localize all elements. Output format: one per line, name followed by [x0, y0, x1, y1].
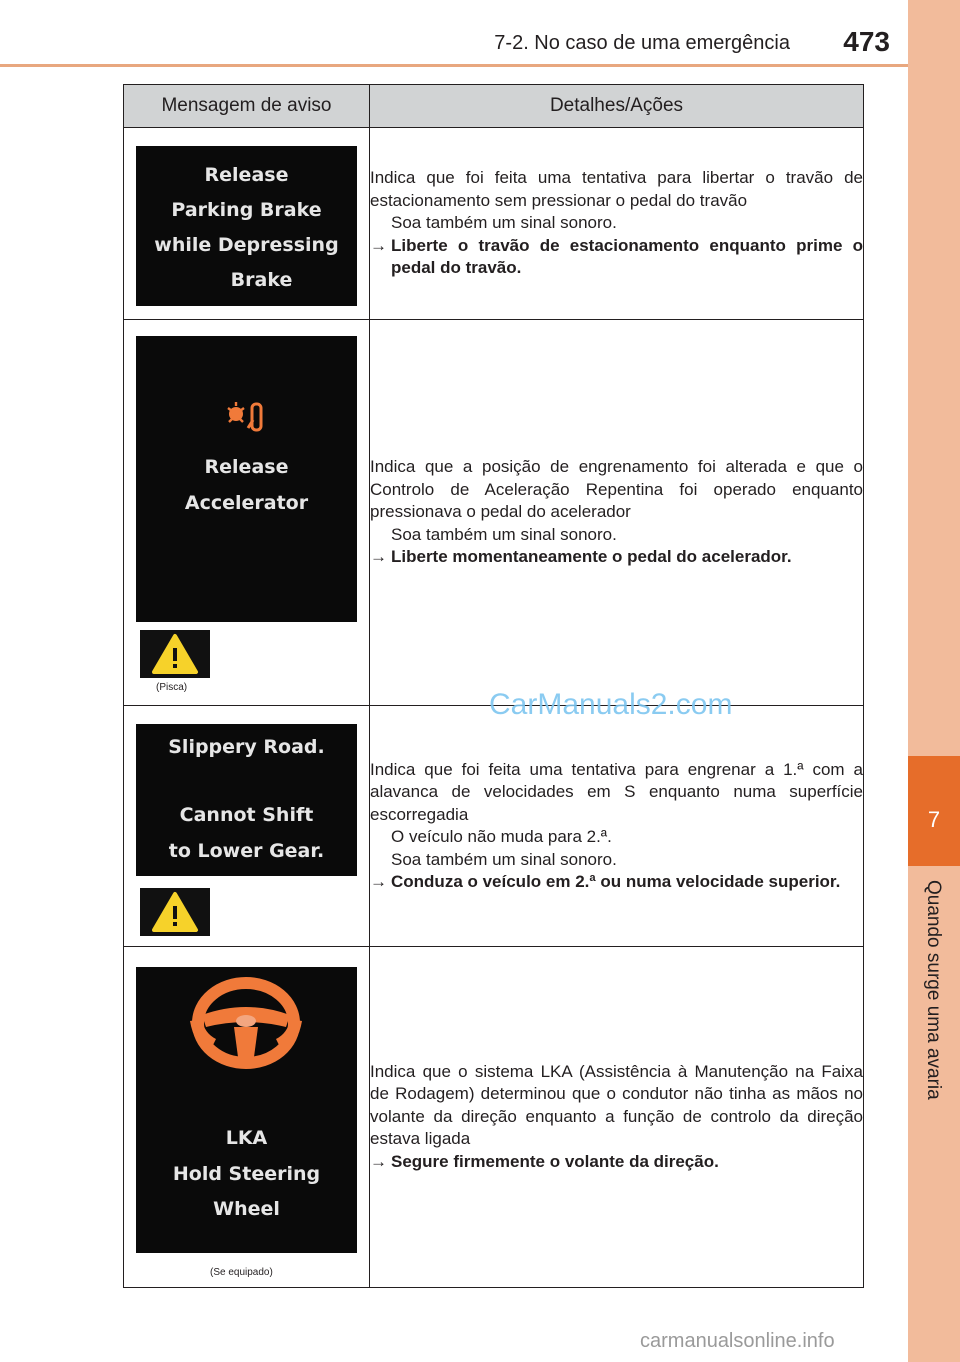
- col-header-details: Detalhes/Ações: [370, 85, 864, 128]
- display-screen-lka: [136, 967, 357, 1253]
- action-text: Segure firmemente o volante da direção.: [391, 1151, 719, 1171]
- action-line: [370, 871, 863, 894]
- section-title: 7-2. No caso de uma emergência: [494, 32, 790, 54]
- table-row: [124, 706, 864, 947]
- table-header-row: [124, 85, 864, 128]
- screen-line: LKA: [225, 1127, 268, 1149]
- screen-line: Wheel: [213, 1198, 280, 1220]
- details-cell: [370, 947, 864, 1288]
- description-text: Indica que a posição de engrenamento foi alterada e que o Controlo de Aceleração Repentina foi operado enquanto pressionava o pedal do acelerador: [370, 457, 863, 522]
- screen-line: Brake: [230, 269, 293, 291]
- steering-wheel-hands-icon: [176, 971, 316, 1071]
- pedal-warning-icon: [222, 398, 272, 438]
- action-line: [370, 1151, 863, 1174]
- screen-line: Parking Brake: [171, 199, 322, 221]
- action-line: [370, 235, 863, 280]
- display-screen-parking-brake: [136, 146, 357, 306]
- screen-line: Release: [204, 164, 289, 186]
- screen-line: Release: [204, 456, 289, 478]
- flash-caption: (Pisca): [156, 682, 188, 693]
- screen-line: Cannot Shift: [179, 804, 314, 826]
- description-text: Indica que foi feita uma tentativa para libertar o travão de estacionamento sem pressionar o pedal do travão: [370, 168, 863, 210]
- chapter-title: Quando surge uma avaria: [923, 880, 944, 1100]
- footer-source: carmanualsonline.info: [640, 1330, 835, 1352]
- details-cell: [370, 320, 864, 706]
- screen-line: Hold Steering: [172, 1163, 321, 1185]
- message-image-cell: [124, 947, 370, 1288]
- sound-note: Soa também um sinal sonoro.: [391, 524, 617, 544]
- warning-light: [140, 888, 210, 936]
- action-text: Conduza o veículo em 2.ª ou numa velocidade superior.: [391, 872, 841, 891]
- action-text: Liberte momentaneamente o pedal do acelerador.: [391, 547, 792, 567]
- chapter-number: 7: [908, 756, 960, 866]
- details-cell: [370, 128, 864, 320]
- display-screen-release-accelerator: [136, 336, 357, 622]
- header-rule: [0, 64, 908, 67]
- equipped-caption: (Se equipado): [210, 1267, 273, 1278]
- chapter-side-tab: [908, 0, 960, 1362]
- page-number: 473: [843, 26, 890, 57]
- warning-triangle-icon: [140, 630, 210, 678]
- sound-note: Soa também um sinal sonoro.: [391, 213, 617, 233]
- table-row: [124, 947, 864, 1288]
- description-text: Indica que foi feita uma tentativa para engrenar a 1.ª com a alavanca de velocidades em S enquanto numa superfície escorregadia: [370, 759, 863, 824]
- message-image-cell: [124, 706, 370, 947]
- action-line: [370, 546, 863, 569]
- screen-line: Slippery Road.: [168, 736, 325, 758]
- chapter-title-vertical: [920, 880, 946, 1120]
- arrow-icon: →: [370, 872, 387, 891]
- warning-triangle-icon: [140, 888, 210, 936]
- screen-line: Accelerator: [184, 492, 309, 514]
- sound-note: Soa também um sinal sonoro.: [391, 849, 617, 869]
- arrow-icon: →: [370, 235, 387, 255]
- arrow-icon: →: [370, 547, 387, 567]
- gear-note: O veículo não muda para 2.ª.: [391, 827, 612, 846]
- warning-light: [140, 630, 210, 678]
- action-text: Liberte o travão de estacionamento enquanto prime o pedal do travão.: [391, 235, 863, 278]
- table-row: [124, 128, 864, 320]
- message-image-cell: [124, 320, 370, 706]
- screen-line: to Lower Gear.: [168, 840, 325, 862]
- arrow-icon: →: [370, 1151, 387, 1171]
- watermark: CarManuals2.com: [489, 688, 733, 721]
- details-cell: [370, 706, 864, 947]
- warning-messages-table: [123, 84, 864, 1288]
- screen-line: while Depressing: [154, 234, 339, 256]
- message-image-cell: [124, 128, 370, 320]
- table-row: [124, 320, 864, 706]
- col-header-message: Mensagem de aviso: [124, 85, 370, 128]
- description-text: Indica que o sistema LKA (Assistência à Manutenção na Faixa de Rodagem) determinou que o condutor não tinha as mãos no volante da direção enquanto a função de controlo da direção estava ligada: [370, 1061, 863, 1149]
- display-screen-slippery-road: [136, 724, 357, 876]
